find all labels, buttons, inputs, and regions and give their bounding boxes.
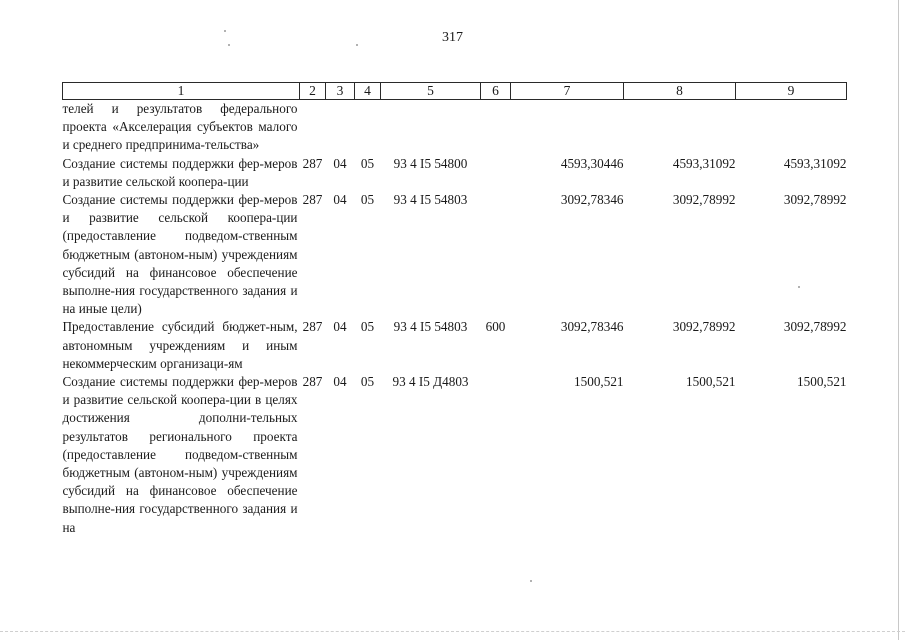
row-col7 xyxy=(511,100,624,155)
row-col8: 1500,521 xyxy=(686,374,736,390)
row-col5: 93 4 I5 54803 xyxy=(393,192,468,208)
header-cell-6: 6 xyxy=(481,83,511,100)
table-row xyxy=(63,100,847,155)
row-col7: 3092,78346 xyxy=(560,192,624,208)
row-col9 xyxy=(736,100,847,155)
header-cell-5: 5 xyxy=(381,83,481,100)
row-col2: 287 xyxy=(302,319,323,335)
table-row xyxy=(63,373,847,537)
row-description: телей и результатов федерального проекта «Акселерация субъектов малого и среднего предпринима-тельства» xyxy=(62,101,298,153)
row-col8 xyxy=(624,100,736,155)
row-col7: 3092,78346 xyxy=(560,319,624,335)
row-description: Предоставление субсидий бюджет-ным, автономным учреждениям и иным некоммерческим организаци-ям xyxy=(62,319,298,371)
header-cell-1: 1 xyxy=(63,83,300,100)
row-col5 xyxy=(381,100,481,155)
row-col4: 05 xyxy=(360,319,375,335)
row-description: Создание системы поддержки фер-меров и развитие сельской коопера-ции (предоставление подведом-ственным бюджетным (автоном-ным) учреждениям субсидий на финансовое обеспечение выполне-ния государственного задания и на иные цели) xyxy=(62,192,298,317)
row-col2: 287 xyxy=(302,374,323,390)
table-row xyxy=(63,318,847,373)
row-col3: 04 xyxy=(333,192,347,208)
row-col3: 04 xyxy=(333,155,347,171)
row-col6 xyxy=(481,155,511,191)
header-cell-3: 3 xyxy=(326,83,355,100)
row-description: Создание системы поддержки фер-меров и развитие сельской коопера-ции xyxy=(62,155,298,189)
row-col2: 287 xyxy=(302,155,323,171)
header-cell-8: 8 xyxy=(624,83,736,100)
row-col4: 05 xyxy=(360,192,375,208)
row-col2 xyxy=(300,100,326,155)
row-col9: 1500,521 xyxy=(797,374,847,390)
row-col7: 1500,521 xyxy=(574,374,624,390)
budget-table xyxy=(62,82,847,537)
row-col3 xyxy=(326,100,355,155)
row-col6 xyxy=(481,373,511,537)
row-col9: 3092,78992 xyxy=(783,192,847,208)
row-col8: 4593,31092 xyxy=(672,155,736,171)
row-col8: 3092,78992 xyxy=(672,319,736,335)
page-edge-right xyxy=(898,0,899,640)
header-cell-7: 7 xyxy=(511,83,624,100)
row-description: Создание системы поддержки фер-меров и развитие сельской коопера-ции в целях достижения дополни-тельных результатов регионального проекта (предоставление подведом-ственным бюджетным (автоном-ным) учреждениям субсидий на финансовое обеспечение выполне-ния государственного задания и на xyxy=(62,374,298,535)
row-col5: 93 4 I5 Д4803 xyxy=(392,374,469,390)
table-row xyxy=(63,155,847,191)
row-col6 xyxy=(481,100,511,155)
header-cell-4: 4 xyxy=(355,83,381,100)
scan-speck xyxy=(530,580,532,582)
row-col9: 4593,31092 xyxy=(783,155,847,171)
row-col8: 3092,78992 xyxy=(672,192,736,208)
row-col2: 287 xyxy=(302,192,323,208)
table-row xyxy=(63,191,847,318)
row-col5: 93 4 I5 54803 xyxy=(393,319,468,335)
row-col6 xyxy=(481,191,511,318)
row-col7: 4593,30446 xyxy=(560,155,624,171)
row-col5: 93 4 I5 54800 xyxy=(393,155,468,171)
header-cell-2: 2 xyxy=(300,83,326,100)
header-row xyxy=(63,83,847,100)
row-col3: 04 xyxy=(333,319,347,335)
page-edge-bottom xyxy=(0,631,905,632)
page-number: 317 xyxy=(442,30,463,45)
row-col4: 05 xyxy=(360,374,375,390)
row-col4 xyxy=(355,100,381,155)
header-cell-9: 9 xyxy=(736,83,847,100)
row-col4: 05 xyxy=(360,155,375,171)
row-col9: 3092,78992 xyxy=(783,319,847,335)
row-col3: 04 xyxy=(333,374,347,390)
row-col6: 600 xyxy=(485,319,506,335)
